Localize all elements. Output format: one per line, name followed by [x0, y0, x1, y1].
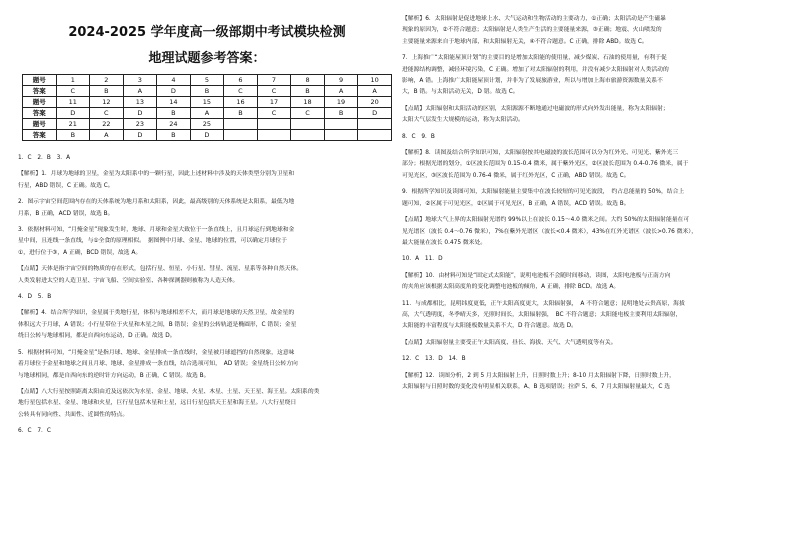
document-title: 2024-2025 学年度高一级部期中考试模块检测	[68, 25, 346, 40]
answer-line: 10．A 11．D	[402, 256, 443, 263]
explanation-line: 7．上海推广“太阳能屋顶计划”的主要目的是增加太阳能的使用量，减少煤炭、石油的使用量，有利于促	[402, 55, 667, 62]
table-cell	[358, 119, 392, 130]
table-row	[23, 97, 392, 108]
tip-line: 地行星包括水星、金星、地球和火星，巨行星包括木星和土星，远日行星包括天王星和海王星。八大行星绕日	[18, 400, 297, 407]
table-cell: 21	[56, 119, 90, 130]
table-cell: 5	[190, 75, 224, 86]
right-column	[402, 0, 782, 393]
explanation-line: 部分；根据光谱的划分，①区波长范围为 0.15-0.4 微米，属于紫外光区，②区波长范围为 0.4-0.76 微米，属于	[402, 161, 689, 168]
table-cell: B	[157, 130, 191, 141]
row-label: 答案	[23, 108, 57, 119]
table-row	[23, 86, 392, 97]
table-cell: 18	[291, 97, 325, 108]
explanation-line: ①，进行位于③，A 正确，BCD 错误，故选 A。	[18, 249, 142, 256]
table-cell: D	[358, 108, 392, 119]
table-cell: D	[123, 108, 157, 119]
table-cell: C	[90, 108, 124, 119]
answer-line: 1．C 2．B 3．A	[18, 155, 71, 161]
table-cell: B	[324, 108, 358, 119]
table-cell: A	[358, 86, 392, 97]
table-cell: 17	[257, 97, 291, 108]
table-cell: 10	[358, 75, 392, 86]
table-cell	[224, 130, 258, 141]
table-cell: 15	[190, 97, 224, 108]
explanation-line: 11．与成都相比，昆明纬度更低，正午太阳高度更大，太阳辐射强， A 不符合题意；昆明地处云贵高原，海拔	[402, 300, 685, 307]
explanation-line: 【解析】12．读图分析，2 到 5 月太阳辐射上升，日照时数上升；8-10 月太阳辐射下降，日照时数上升，	[402, 372, 675, 379]
table-cell: A	[123, 86, 157, 97]
table-row	[23, 108, 392, 119]
table-cell: 2	[90, 75, 124, 86]
tip-line: 【点睛】天体是指宇宙空间的物质的存在形式，包括行星、恒星、小行星、彗星、流星、星系等各种自然天体。	[18, 266, 303, 273]
left-text-block	[18, 153, 396, 438]
table-cell: 7	[257, 75, 291, 86]
tip-line: 公转具有同向性、共面性、近圆性的特点。	[18, 411, 129, 418]
table-cell: D	[157, 86, 191, 97]
tip-line: 【点睛】八大行星按照距离太阳由近及远依次为水星、金星、地球、火星、木星、土星、天王星、海王星。太阳系的类	[18, 388, 320, 395]
table-cell: 13	[123, 97, 157, 108]
table-cell: 11	[56, 97, 90, 108]
table-cell	[324, 130, 358, 141]
answer-line: 8．C 9．B	[402, 133, 435, 140]
left-column	[18, 0, 396, 438]
explanation-line: 【解析】8．读图及结合所学知识可知，太阳辐射按其电磁波的波长范围可以分为红外光、可见光、紫外光三	[402, 150, 679, 157]
table-cell: A	[90, 130, 124, 141]
table-cell: 1	[56, 75, 90, 86]
explanation-line: 的夹角应该根据太阳高度角的变化调整电池板的倾角，A 正确，排除 BCD。故选 A。	[402, 284, 620, 291]
explanation-line: 体积远大于月球，A 错误；小行星带位于火星和木星之间，B 错误；金星的公转轨道是椭圆形，C 错误；金星	[18, 321, 297, 328]
table-row	[23, 119, 392, 130]
table-cell: 19	[324, 97, 358, 108]
tip-line: 【点睛】太阳辐射量主要受正午太阳高度、昼长、海拔、天气、大气透明度等有关。	[402, 339, 617, 346]
explanation-line: 与地球相同，都是自西向东的逆时针方向运动，B 正确，C 错误。故选 B。	[18, 372, 210, 379]
table-cell: C	[257, 108, 291, 119]
table-cell: C	[291, 108, 325, 119]
table-cell: A	[190, 108, 224, 119]
tip-line: 最大能量在波长 0.475 微米处。	[402, 239, 487, 246]
table-cell: 4	[157, 75, 191, 86]
explanation-line: 现象的原因为，②不符合题意；太阳辐射是人类生产生活的主要能量来源，③正确；地震、火山喷发的	[402, 27, 662, 34]
table-cell: D	[56, 108, 90, 119]
table-cell	[358, 130, 392, 141]
table-cell: B	[157, 108, 191, 119]
explanation-line: 星中间，且连线一条直线，与①全食的原理相似。 据图例中月球、金星、地球的位置，可以确定月球位于	[18, 238, 287, 245]
answer-line: 6．C 7．C	[18, 428, 51, 435]
row-label: 题号	[23, 119, 57, 130]
table-cell: B	[190, 86, 224, 97]
table-cell: 3	[123, 75, 157, 86]
table-cell	[291, 119, 325, 130]
table-cell: 16	[224, 97, 258, 108]
table-row	[23, 75, 392, 86]
table-cell: B	[224, 108, 258, 119]
table-cell: C	[224, 86, 258, 97]
table-row	[23, 130, 392, 141]
explanation-line: 9．根据所学知识及读图可知，太阳辐射能量主要集中在波长较短的可见光波段， 约占总能量的 50%，结合上	[402, 189, 685, 196]
answer-line: 4．D 5．B	[18, 294, 52, 301]
table-cell: 22	[90, 119, 124, 130]
tip-line: 【点睛】地球大气上界的太阳辐射光谱约 99%以上在波长 0.15～4.0 微米之间。大约 50%的太阳辐射能量在可	[402, 217, 690, 224]
table-cell: A	[324, 86, 358, 97]
explanation-line: 【解析】4．结合所学知识，金星属于类地行星，体积与地球相差不大，而月球是地球的天然卫星，故金星的	[18, 310, 295, 317]
explanation-line: 5．根据材料可知，“月掩金星”是指月球、地球、金星排成一条直线时，金星被月球遮挡的自然现象，这意味	[18, 349, 295, 356]
table-cell: B	[90, 86, 124, 97]
explanation-line: 绕日公转与地球相同，都是自西向东运动，D 正确。故选 D。	[18, 333, 176, 340]
table-cell: 20	[358, 97, 392, 108]
table-cell: B	[291, 86, 325, 97]
explanation-line: 【解析】10．由材料可知是“固定式太阳能”，说明电池板不会随时间移动，读图，太阳电池板与正南方向	[402, 272, 671, 279]
row-label: 题号	[23, 97, 57, 108]
table-cell: 14	[157, 97, 191, 108]
answer-table	[22, 74, 392, 141]
table-cell: 23	[123, 119, 157, 130]
table-cell: 24	[157, 119, 191, 130]
explanation-line: 行星，ABD 错误，C 正确。故选 C。	[18, 182, 114, 189]
table-cell: 9	[324, 75, 358, 86]
table-cell: 25	[190, 119, 224, 130]
table-cell: D	[190, 130, 224, 141]
table-cell: C	[56, 86, 90, 97]
table-cell: B	[56, 130, 90, 141]
table-cell: C	[257, 86, 291, 97]
explanation-line: 太阳能的丰富程度与太阳能板数量关系不大，D 符合题意。故选 D。	[402, 323, 577, 330]
explanation-line: 题可知，②区属于可见光区，②区属于可见光区，B 正确，A 错误，ACD 错误。故选 B。	[402, 200, 630, 207]
table-cell	[324, 119, 358, 130]
explanation-line: 大，B 错。与太阳活动无关，D 错。故选 C。	[402, 89, 519, 96]
tip-line: 【点睛】太阳辐射和太阳活动的区别，太阳源源不断地通过电磁波的形式向外发出能量，称为太阳辐射；	[402, 105, 669, 112]
explanation-line: 太阳辐射与日照时数的变化没有明显相关联系，A、B 选项错误；拉萨 5、6、7 月太阳辐射量最大，C 选	[402, 383, 671, 390]
table-cell	[291, 130, 325, 141]
explanation-line: 着月球位于金星和地球之间且月球、地球、金星排成一条直线，结合选项可知， AD 错误；金星绕日公转方向	[18, 361, 298, 368]
answer-subtitle: 地理试题参考答案：	[148, 51, 266, 66]
table-cell	[257, 119, 291, 130]
explanation-line: 月系，B 正确，ACD 错误，故选 B。	[18, 210, 114, 217]
row-label: 题号	[23, 75, 57, 86]
tip-line: 人类发射进太空的人造卫星、宇宙飞船、空间实验室、各种探测器则被称为人造天体。	[18, 277, 239, 284]
row-label: 答案	[23, 86, 57, 97]
explanation-line: 主要能量来源来自于地球内部，和太阳辐射无关，④不符合题意。C 正确，排除 ABD。故选 C。	[402, 38, 648, 45]
explanation-line: 进能源结构调整，减轻环境污染，C 正确。增加了对太阳辐射的利用，并没有减少太阳辐射对人类活动的	[402, 66, 669, 73]
explanation-line: 2．图示宇宙空间范围内存在的天体系统为地月系和太阳系，因此，最高级别的天体系统是太阳系，最低为地	[18, 199, 295, 206]
right-text-block	[402, 14, 782, 393]
table-cell	[224, 119, 258, 130]
explanation-line: 【解析】1．月球为地球的卫星，金星为太阳系中的一颗行星，因此上述材料中涉及的天体类型分别为卫星和	[18, 171, 295, 178]
answer-line: 12．C 13．D 14．B	[402, 356, 466, 363]
explanation-line: 【解析】6．太阳辐射是促进地球上水、大气运动和生物活动的主要动力，①正确；太阳活动是产生磁暴	[402, 16, 666, 22]
table-cell: 12	[90, 97, 124, 108]
explanation-line: 影响，A 错。上海推广太阳能屋顶计划，并非为了发展旅游业，所以与增加上海市旅游资源数量关系不	[402, 78, 663, 85]
tip-line: 见光谱区（波长 0.4～0.76 微米），7%在紫外光谱区（波长<0.4 微米），43%在红外光谱区（波长>0.76 微米），	[402, 228, 698, 235]
row-label: 答案	[23, 130, 57, 141]
explanation-line: 可见光区，③区波长范围为 0.76-4 微米，属于红外光区，C 正确，ABD 错误。故选 C。	[402, 172, 630, 179]
table-cell: 6	[224, 75, 258, 86]
explanation-line: 3．依据材料可知，“月掩金星”现象发生时，地球、月球和金星大致位于一条直线上，且月球运行到地球和金	[18, 227, 295, 234]
table-cell: 8	[291, 75, 325, 86]
tip-line: 太阳大气层发生大规模的运动，称为太阳活动。	[402, 117, 524, 124]
explanation-line: 高，大气透明度，冬季晴天多，光照时间长，太阳辐射强， BC 不符合题意；太阳能电板主要利用太阳辐射，	[402, 311, 682, 318]
table-cell	[257, 130, 291, 141]
table-cell: D	[123, 130, 157, 141]
